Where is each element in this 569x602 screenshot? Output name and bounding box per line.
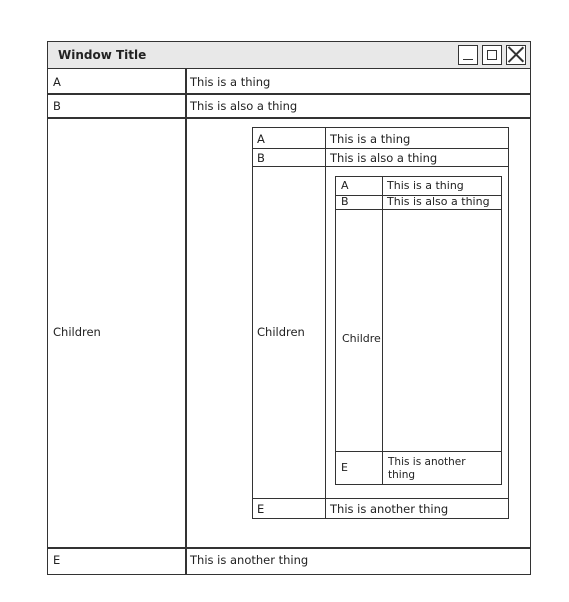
deep-row-children-key: Childre bbox=[342, 332, 381, 345]
column-divider bbox=[185, 69, 187, 575]
nested-column-divider bbox=[325, 127, 326, 519]
deep-row-a-value: This is a thing bbox=[387, 179, 464, 192]
row-b-key: B bbox=[53, 99, 61, 113]
close-button[interactable] bbox=[506, 45, 526, 65]
row-divider bbox=[47, 117, 531, 119]
maximize-button[interactable] bbox=[482, 45, 502, 65]
nested-row-b-value: This is also a thing bbox=[330, 151, 438, 165]
deep-row-e-value-line1: This is another bbox=[388, 456, 466, 468]
deep-row-e-key: E bbox=[341, 461, 348, 474]
minimize-button[interactable] bbox=[458, 45, 478, 65]
nested-row-a-key: A bbox=[257, 132, 265, 146]
row-e-value: This is another thing bbox=[190, 553, 309, 567]
window-title: Window Title bbox=[58, 48, 147, 62]
row-a-value: This is a thing bbox=[190, 75, 271, 89]
row-divider bbox=[47, 93, 531, 95]
row-b-value: This is also a thing bbox=[190, 99, 298, 113]
nested-row-e-key: E bbox=[257, 502, 265, 516]
maximize-icon bbox=[487, 50, 497, 60]
row-a-key: A bbox=[53, 75, 61, 89]
nested-row-e-value: This is another thing bbox=[330, 502, 449, 516]
deep-row-b-key: B bbox=[341, 195, 349, 208]
nested-row-a-value: This is a thing bbox=[330, 132, 411, 146]
deep-row-divider bbox=[335, 451, 502, 452]
row-children-key: Children bbox=[53, 325, 101, 339]
close-icon bbox=[507, 46, 524, 63]
deep-row-e-value-line2: thing bbox=[388, 469, 416, 481]
deep-row-divider bbox=[335, 209, 502, 210]
row-divider bbox=[47, 547, 531, 549]
nested-row-divider bbox=[252, 148, 509, 149]
nested-row-divider bbox=[252, 498, 509, 499]
row-e-key: E bbox=[53, 553, 61, 567]
nested-row-b-key: B bbox=[257, 151, 265, 165]
deep-row-b-value: This is also a thing bbox=[387, 195, 490, 208]
minimize-icon bbox=[463, 59, 473, 61]
nested-row-children-key: Children bbox=[257, 325, 305, 339]
deep-column-divider bbox=[382, 176, 383, 485]
deep-nested-table bbox=[335, 176, 502, 485]
nested-row-divider bbox=[252, 166, 509, 167]
deep-row-a-key: A bbox=[341, 179, 349, 192]
